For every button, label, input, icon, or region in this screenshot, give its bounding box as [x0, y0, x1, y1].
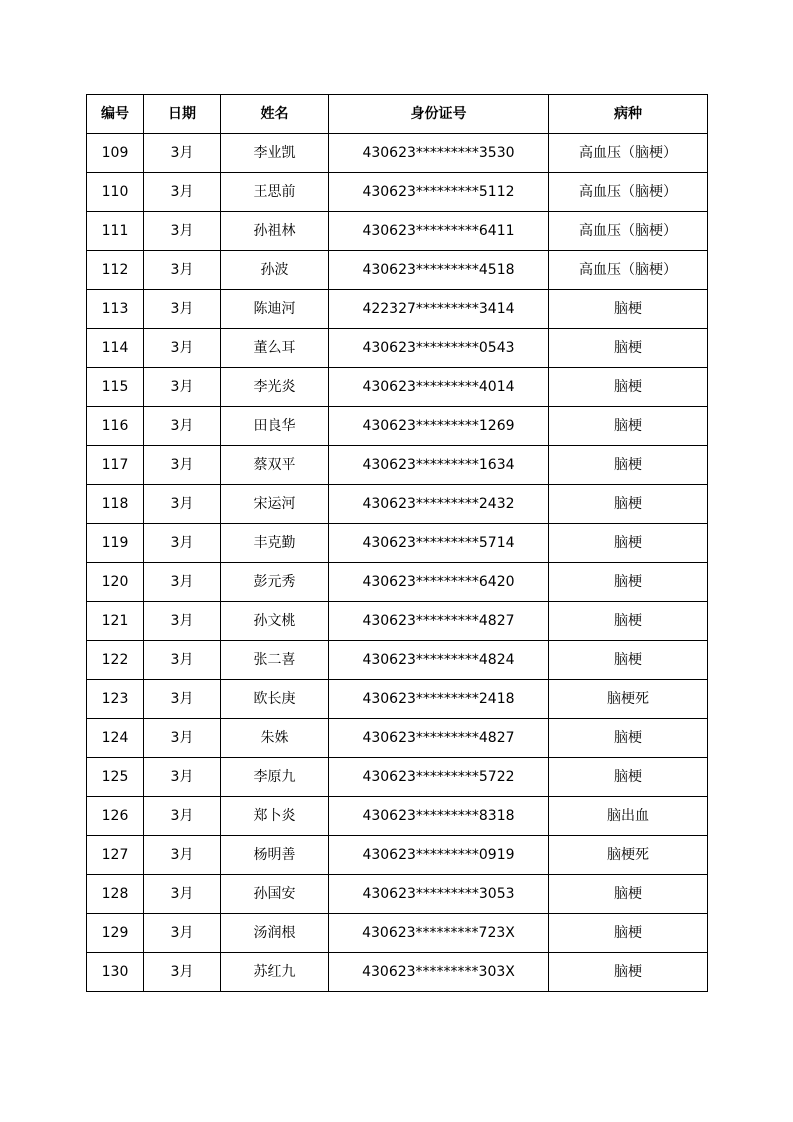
cell-name: 李光炎 [221, 368, 329, 407]
cell-disease-type: 高血压（脑梗） [549, 212, 708, 251]
table-row [87, 680, 708, 719]
header-id-number: 身份证号 [329, 95, 549, 134]
cell-date: 3月 [144, 602, 221, 641]
cell-number: 117 [87, 446, 144, 485]
cell-date: 3月 [144, 680, 221, 719]
table-row [87, 407, 708, 446]
cell-date: 3月 [144, 953, 221, 992]
table-row [87, 212, 708, 251]
cell-id-number: 430623*********2418 [329, 680, 549, 719]
cell-id-number: 430623*********4014 [329, 368, 549, 407]
cell-number: 115 [87, 368, 144, 407]
table-row [87, 485, 708, 524]
cell-number: 119 [87, 524, 144, 563]
cell-name: 蔡双平 [221, 446, 329, 485]
cell-id-number: 430623*********2432 [329, 485, 549, 524]
cell-disease-type: 高血压（脑梗） [549, 173, 708, 212]
header-row [87, 95, 708, 134]
table-row [87, 290, 708, 329]
table-header [87, 95, 708, 134]
table-row [87, 797, 708, 836]
cell-number: 125 [87, 758, 144, 797]
cell-disease-type: 脑出血 [549, 797, 708, 836]
cell-number: 112 [87, 251, 144, 290]
cell-date: 3月 [144, 758, 221, 797]
header-name: 姓名 [221, 95, 329, 134]
cell-disease-type: 脑梗 [549, 953, 708, 992]
cell-number: 121 [87, 602, 144, 641]
cell-id-number: 430623*********5714 [329, 524, 549, 563]
cell-id-number: 430623*********5722 [329, 758, 549, 797]
cell-date: 3月 [144, 173, 221, 212]
cell-disease-type: 脑梗 [549, 407, 708, 446]
cell-id-number: 430623*********1269 [329, 407, 549, 446]
cell-disease-type: 脑梗 [549, 563, 708, 602]
cell-id-number: 430623*********1634 [329, 446, 549, 485]
cell-name: 郑卜炎 [221, 797, 329, 836]
cell-number: 126 [87, 797, 144, 836]
table-row [87, 329, 708, 368]
table-row [87, 134, 708, 173]
cell-disease-type: 脑梗 [549, 641, 708, 680]
cell-id-number: 430623*********4827 [329, 719, 549, 758]
table-row [87, 563, 708, 602]
cell-name: 欧长庚 [221, 680, 329, 719]
cell-disease-type: 脑梗 [549, 485, 708, 524]
cell-name: 苏红九 [221, 953, 329, 992]
cell-id-number: 430623*********4827 [329, 602, 549, 641]
cell-disease-type: 脑梗 [549, 602, 708, 641]
cell-id-number: 430623*********4518 [329, 251, 549, 290]
cell-id-number: 430623*********5112 [329, 173, 549, 212]
table-row [87, 251, 708, 290]
cell-date: 3月 [144, 407, 221, 446]
table-row [87, 368, 708, 407]
cell-number: 114 [87, 329, 144, 368]
cell-disease-type: 脑梗 [549, 368, 708, 407]
cell-disease-type: 高血压（脑梗） [549, 251, 708, 290]
header-date: 日期 [144, 95, 221, 134]
cell-date: 3月 [144, 914, 221, 953]
cell-id-number: 422327*********3414 [329, 290, 549, 329]
cell-id-number: 430623*********6411 [329, 212, 549, 251]
cell-date: 3月 [144, 329, 221, 368]
cell-date: 3月 [144, 641, 221, 680]
header-disease-type: 病种 [549, 95, 708, 134]
cell-disease-type: 脑梗 [549, 758, 708, 797]
cell-date: 3月 [144, 563, 221, 602]
cell-name: 田良华 [221, 407, 329, 446]
cell-id-number: 430623*********0543 [329, 329, 549, 368]
cell-date: 3月 [144, 836, 221, 875]
table-row [87, 446, 708, 485]
cell-date: 3月 [144, 368, 221, 407]
cell-disease-type: 脑梗 [549, 524, 708, 563]
cell-number: 122 [87, 641, 144, 680]
cell-id-number: 430623*********4824 [329, 641, 549, 680]
table-row [87, 173, 708, 212]
cell-id-number: 430623*********8318 [329, 797, 549, 836]
patient-records-table [86, 94, 708, 992]
cell-name: 孙国安 [221, 875, 329, 914]
cell-number: 130 [87, 953, 144, 992]
cell-name: 孙波 [221, 251, 329, 290]
cell-disease-type: 脑梗 [549, 329, 708, 368]
cell-number: 128 [87, 875, 144, 914]
cell-id-number: 430623*********0919 [329, 836, 549, 875]
cell-name: 董么耳 [221, 329, 329, 368]
cell-date: 3月 [144, 524, 221, 563]
cell-date: 3月 [144, 446, 221, 485]
cell-id-number: 430623*********6420 [329, 563, 549, 602]
table-row [87, 602, 708, 641]
cell-id-number: 430623*********3053 [329, 875, 549, 914]
cell-name: 丰克勤 [221, 524, 329, 563]
cell-name: 宋运河 [221, 485, 329, 524]
cell-number: 127 [87, 836, 144, 875]
cell-disease-type: 脑梗 [549, 719, 708, 758]
cell-name: 朱姝 [221, 719, 329, 758]
cell-date: 3月 [144, 290, 221, 329]
cell-name: 李原九 [221, 758, 329, 797]
cell-number: 111 [87, 212, 144, 251]
cell-date: 3月 [144, 485, 221, 524]
table-row [87, 914, 708, 953]
cell-date: 3月 [144, 251, 221, 290]
document-page [86, 94, 707, 992]
header-number: 编号 [87, 95, 144, 134]
cell-date: 3月 [144, 797, 221, 836]
cell-disease-type: 脑梗 [549, 446, 708, 485]
cell-disease-type: 高血压（脑梗） [549, 134, 708, 173]
table-row [87, 836, 708, 875]
table-row [87, 875, 708, 914]
table-row [87, 719, 708, 758]
cell-date: 3月 [144, 875, 221, 914]
cell-disease-type: 脑梗死 [549, 680, 708, 719]
cell-date: 3月 [144, 719, 221, 758]
cell-number: 116 [87, 407, 144, 446]
cell-number: 118 [87, 485, 144, 524]
cell-name: 王思前 [221, 173, 329, 212]
cell-name: 张二喜 [221, 641, 329, 680]
table-row [87, 758, 708, 797]
cell-number: 123 [87, 680, 144, 719]
cell-name: 汤润根 [221, 914, 329, 953]
cell-disease-type: 脑梗 [549, 875, 708, 914]
cell-number: 113 [87, 290, 144, 329]
cell-number: 124 [87, 719, 144, 758]
cell-number: 129 [87, 914, 144, 953]
cell-date: 3月 [144, 212, 221, 251]
table-row [87, 641, 708, 680]
cell-id-number: 430623*********303X [329, 953, 549, 992]
cell-name: 杨明善 [221, 836, 329, 875]
cell-name: 孙祖林 [221, 212, 329, 251]
cell-number: 120 [87, 563, 144, 602]
cell-disease-type: 脑梗 [549, 290, 708, 329]
table-row [87, 524, 708, 563]
cell-date: 3月 [144, 134, 221, 173]
table-row [87, 953, 708, 992]
cell-number: 109 [87, 134, 144, 173]
cell-name: 陈迪河 [221, 290, 329, 329]
cell-id-number: 430623*********3530 [329, 134, 549, 173]
table-body [87, 134, 708, 992]
cell-disease-type: 脑梗 [549, 914, 708, 953]
cell-number: 110 [87, 173, 144, 212]
cell-name: 孙文桃 [221, 602, 329, 641]
cell-id-number: 430623*********723X [329, 914, 549, 953]
cell-name: 李业凯 [221, 134, 329, 173]
cell-disease-type: 脑梗死 [549, 836, 708, 875]
cell-name: 彭元秀 [221, 563, 329, 602]
